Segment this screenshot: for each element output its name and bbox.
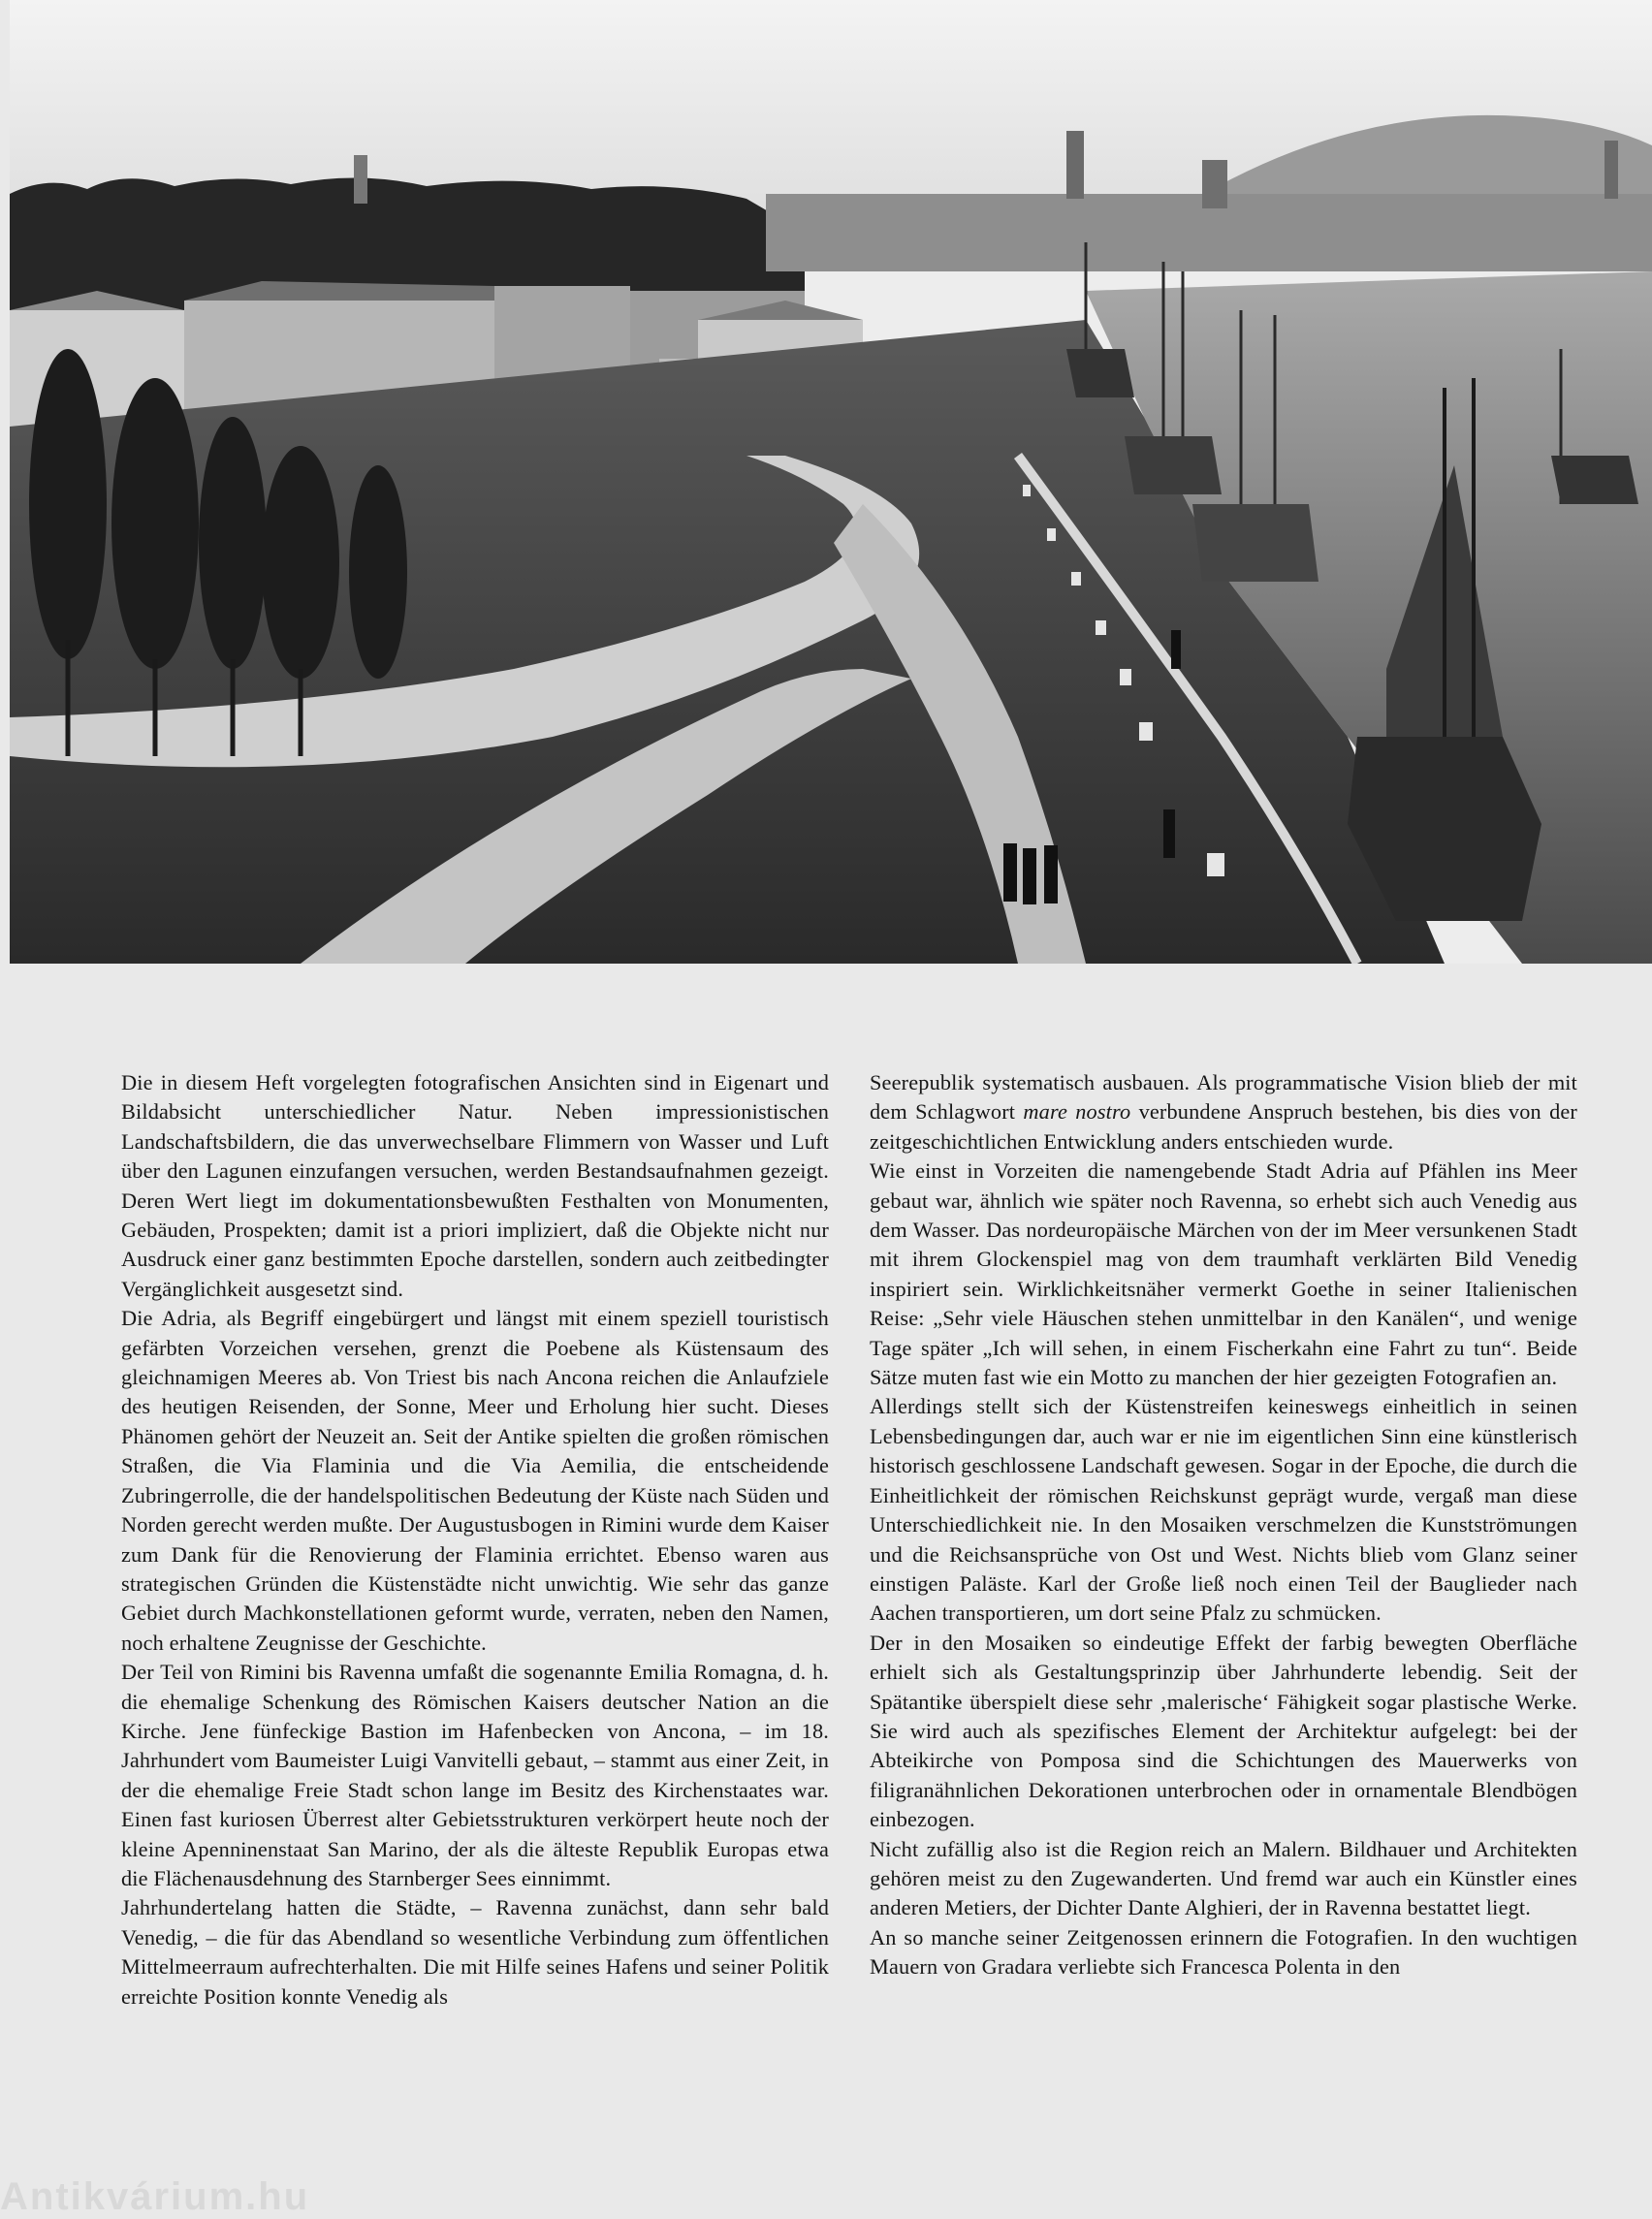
italic-phrase: mare nostro (1023, 1099, 1131, 1125)
paragraph: Jahrhundertelang hatten die Städte, – Ravenna zunächst, dann sehr bald Venedig, – die für das Abendland so wesentliche Verbindung zum öffentlichen Mittelmeerraum aufrechterhalten. Die mit Hilfe seines Hafens und seiner Politik erreichte Position konnte Venedig als (121, 1895, 829, 2009)
paragraph: Nicht zufällig also ist die Region reich an Malern. Bildhauer und Architekten gehören meist zu den Zugewanderten. Und fremd war auch ein Künstler eines anderen Metiers, der Dichter Dante Alghieri, der in Ravenna bestattet liegt. (870, 1836, 1577, 1920)
paragraph: Allerdings stellt sich der Küstenstreifen keineswegs einheitlich in seinen Lebensbedingungen dar, auch war er nie im eigentlichen Sinn eine künstlerisch historisch geschlossene Landschaft gewesen. Sogar in der Epoche, die durch die Einheitlichkeit der römischen Reichskunst geprägt wurde, vergaß man diese Unterschiedlichkeit nie. In den Mosaiken verschmelzen die Kunstströmungen und die Reichsansprüche von Ost und West. Nichts blieb vom Glanz seiner einstigen Paläste. Karl der Große ließ noch einen Teil der Bauglieder nach Aachen transportieren, um dort seine Pfalz zu schmücken. (870, 1394, 1577, 1626)
left-text-column (121, 1068, 829, 2012)
paragraph: Die in diesem Heft vorgelegten fotografischen Ansichten sind in Eigenart und Bildabsicht unterschiedlicher Natur. Neben impressionistischen Landschaftsbildern, die das unverwechselbare Flimmern von Wasser und Luft über den Lagunen einzufangen versuchen, werden Bestandsaufnahmen gezeigt. Deren Wert liegt im dokumentationsbewußten Festhalten von Monumenten, Gebäuden, Prospekten; damit ist a priori impliziert, daß die Objekte nicht nur Ausdruck einer ganz bestimmten Epoche darstellen, sondern auch zeitbedingter Vergänglichkeit ausgesetzt sind. (121, 1070, 829, 1301)
paragraph: Der Teil von Rimini bis Ravenna umfaßt die sogenannte Emilia Romagna, d. h. die ehemalige Schenkung des Römischen Kaisers deutscher Nation an die Kirche. Jene fünfeckige Bastion im Hafenbecken von Ancona, – im 18. Jahrhundert vom Baumeister Luigi Vanvitelli gebaut, – stammt aus einer Zeit, in der die ehemalige Freie Stadt schon lange im Besitz des Kirchenstaates war. Einen fast kuriosen Überrest alter Gebietsstrukturen verkörpert heute noch der kleine Apenninenstaat San Marino, der als die älteste Republik Europas etwa die Flächenausdehnung des Starnberger Sees einnimmt. (121, 1660, 829, 1890)
paragraph: An so manche seiner Zeitgenossen erinnern die Fotografien. In den wuchtigen Mauern von Gradara verliebte sich Francesca Polenta in den (870, 1924, 1577, 1980)
paragraph-text: Seerepublik systematisch ausbauen. Als programmatische Vision blieb der mit dem Schlagwort (870, 1070, 1577, 1125)
photo-illustration (10, 0, 1652, 964)
watermark: Antikvárium.hu (0, 2175, 310, 2218)
paragraph-text: verbundene Anspruch bestehen, bis dies von der zeitgeschichtlichen Entwicklung anders entschieden wurde. (870, 1099, 1577, 1154)
paragraph: Die Adria, als Begriff eingebürgert und längst mit einem speziell touristisch gefärbten Vorzeichen versehen, grenzt die Poebene als Küstensaum des gleichnamigen Meeres ab. Von Triest bis nach Ancona reichen die Anlaufziele des heutigen Reisenden, der Sonne, Meer und Erholung hier sucht. Dieses Phänomen gehört der Neuzeit an. Seit der Antike spielten die großen römischen Straßen, die Via Flaminia und die Via Aemilia, die entscheidende Zubringerrolle, die der handelspolitischen Bedeutung der Küste nach Süden und Norden gerecht werden mußte. Der Augustusbogen in Rimini wurde dem Kaiser zum Dank für die Renovierung der Flaminia errichtet. Ebenso waren aus strategischen Gründen die Küstenstädte nicht unwichtig. Wie sehr das ganze Gebiet durch Machkonstellationen geformt wurde, verraten, neben den Namen, noch erhaltene Zeugnisse der Geschichte. (121, 1306, 829, 1655)
paragraph-with-italic (870, 1068, 1577, 1157)
right-text-column (870, 1068, 1577, 1982)
paragraph: Wie einst in Vorzeiten die namengebende Stadt Adria auf Pfählen ins Meer gebaut war, ähnlich wie später noch Ravenna, so erhebt sich auch Venedig aus dem Wasser. Das nordeuropäische Märchen von der im Meer versunkenen Stadt mit ihrem Glockenspiel mag von dem traumhaft verklärten Bild Venedig inspiriert sein. Wirklichkeitsnäher vermerkt Goethe in seiner Italienischen Reise: „Sehr viele Häuschen stehen unmittelbar in den Kanälen“, und wenige Tage später „Ich will sehen, in einem Fischerkahn eine Fahrt zu tun“. Beide Sätze muten fast wie ein Motto zu manchen der hier gezeigten Fotografien an. (870, 1158, 1577, 1390)
paragraph: Der in den Mosaiken so eindeutige Effekt der farbig bewegten Oberfläche erhielt sich als Gestaltungsprinzip über Jahrhunderte lebendig. Seit der Spätantike überspielt diese sehr ‚malerische‘ Fähigkeit sogar plastische Werke. Sie wird auch als spezifisches Element der Architektur aufgelegt: bei der Abteikirche von Pomposa sind die Schichtungen des Mauerwerks von filigranähnlichen Dekorationen unterbrochen oder in ornamentale Blendbögen einbezogen. (870, 1630, 1577, 1832)
harbour-photograph (10, 0, 1652, 964)
